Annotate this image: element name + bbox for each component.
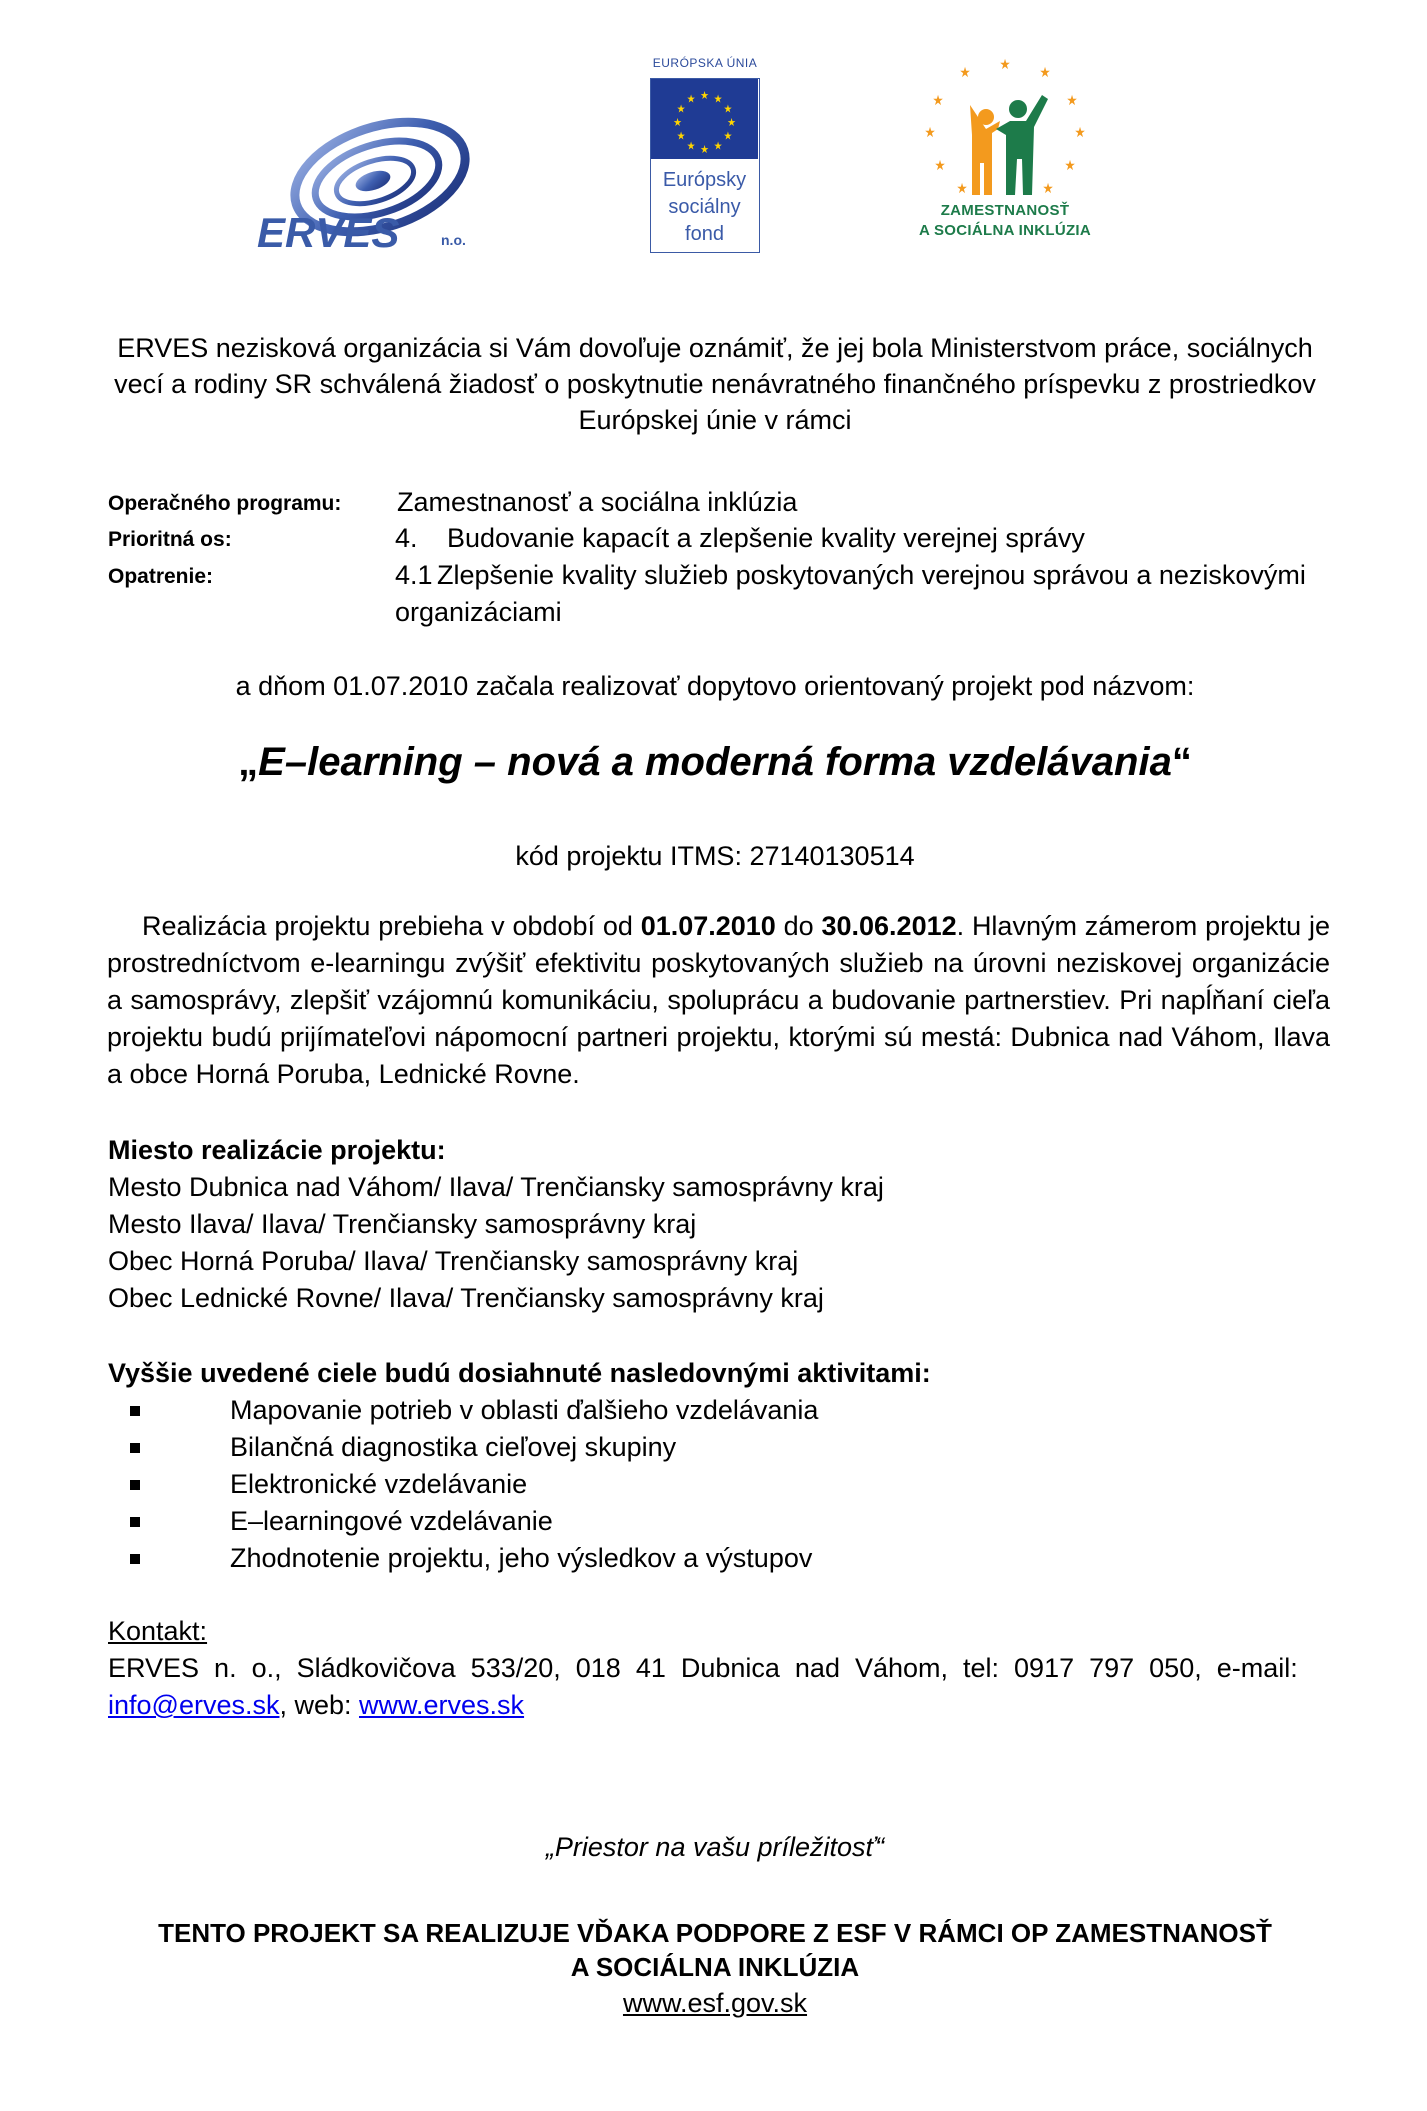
activity-text: Zhodnotenie projektu, jeho výsledkov a výstupov	[230, 1543, 813, 1573]
svg-text:★: ★	[723, 102, 733, 116]
svg-text:★: ★	[956, 181, 968, 197]
svg-text:★: ★	[676, 129, 686, 143]
svg-text:★: ★	[700, 89, 709, 102]
measure-label: Opatrenie:	[108, 565, 214, 588]
footer-url-wrap	[110, 1988, 1320, 2019]
bullet-icon	[130, 1517, 140, 1527]
intro-line-1: ERVES nezisková organizácia si Vám dovoľuje oznámiť, že jej bola Ministerstvom práce, sociálnych	[117, 333, 1313, 363]
esf-line-2: sociálny	[668, 196, 741, 218]
axis-value: Budovanie kapacít a zlepšenie kvality verejnej správy	[447, 523, 1085, 553]
contact-heading: Kontakt:	[108, 1616, 208, 1646]
svg-text:★: ★	[1064, 158, 1076, 174]
contact-line: ERVES n. o., Sládkovičova 533/20, 018 41 Dubnica nad Váhom, tel: 0917 797 050, e-mail:	[108, 1653, 1298, 1683]
footer-statement	[110, 1916, 1320, 1984]
start-line: a dňom 01.07.2010 začala realizovať dopytovo orientovaný projekt pod názvom:	[235, 671, 1195, 701]
footer-line-2: A SOCIÁLNA INKLÚZIA	[570, 1952, 860, 1982]
erves-logo-suffix: n.o.	[441, 232, 466, 248]
zsi-text	[900, 201, 1110, 241]
bullet-icon	[130, 1554, 140, 1564]
svg-text:★: ★	[999, 57, 1011, 73]
web-link[interactable]: www.erves.sk	[359, 1690, 525, 1720]
intro-line-3: Európskej únie v rámci	[578, 405, 852, 435]
web-label: , web:	[279, 1690, 360, 1720]
measure-value-line-2: organizáciami	[395, 597, 562, 627]
svg-text:★: ★	[723, 129, 733, 143]
activities-section	[108, 1355, 1308, 1577]
itms-code: kód projektu ITMS: 27140130514	[515, 841, 915, 871]
axis-number: 4.	[395, 523, 418, 553]
activity-text: Bilančná diagnostika cieľovej skupiny	[230, 1432, 677, 1462]
svg-text:★: ★	[1066, 93, 1078, 109]
bullet-icon	[130, 1406, 140, 1416]
activities-heading: Vyššie uvedené ciele budú dosiahnuté nasledovnými aktivitami:	[108, 1358, 931, 1388]
location-item: Obec Horná Poruba/ Ilava/ Trenčiansky samosprávny kraj	[108, 1246, 799, 1276]
erves-logo-text: ERVES	[257, 209, 400, 255]
footer-url[interactable]: www.esf.gov.sk	[622, 1988, 808, 2018]
footer-line-1: TENTO PROJEKT SA REALIZUJE VĎAKA PODPORE Z ESF V RÁMCI OP ZAMESTNANOSŤ	[158, 1918, 1272, 1948]
people-stars-icon	[900, 55, 1110, 200]
svg-text:★: ★	[1074, 125, 1086, 141]
svg-text:★: ★	[686, 92, 696, 106]
email-link[interactable]: info@erves.sk	[108, 1690, 280, 1720]
title-text: E–learning – nová a moderná forma vzdelávania	[258, 740, 1172, 784]
date-from: 01.07.2010	[640, 911, 776, 941]
intro-paragraph	[110, 330, 1320, 438]
eu-box	[650, 78, 760, 253]
activity-item	[108, 1466, 1308, 1503]
esf-text	[651, 167, 758, 248]
body-part-2: do	[775, 911, 822, 941]
location-item: Mesto Dubnica nad Váhom/ Ilava/ Trenčiansky samosprávny kraj	[108, 1172, 884, 1202]
title-open-quote: „	[238, 740, 259, 784]
body-part-3: . Hlavným zámerom projektu je prostredníctvom e-learningu zvýšiť efektivitu poskytovaných služieb na úrovni neziskovej organizácie a samosprávy, zlepšiť vzájomnú komunikáciu, spoluprácu a budovanie partnerstiev. Pri napĺňaní cieľa projektu budú prijímateľovi nápomocní partneri projektu, ktorými sú mestá: Dubnica nad Váhom, Ilava a obce Horná Poruba, Lednické Rovne.	[107, 911, 1330, 1089]
svg-text:★: ★	[924, 125, 936, 141]
svg-text:★: ★	[934, 158, 946, 174]
location-item: Mesto Ilava/ Ilava/ Trenčiansky samosprávny kraj	[108, 1209, 697, 1239]
activity-text: Elektronické vzdelávanie	[230, 1469, 528, 1499]
measure-number: 4.1	[395, 560, 433, 590]
zsi-line-2: A SOCIÁLNA INKLÚZIA	[918, 222, 1092, 239]
svg-text:★: ★	[673, 116, 682, 129]
slogan: „Priestor na vašu príležitosť“	[545, 1832, 885, 1862]
esf-line-1: Európsky	[662, 169, 747, 191]
erves-swirl-icon	[255, 115, 475, 255]
activity-item	[108, 1503, 1308, 1540]
contact-links	[108, 1687, 1330, 1724]
body-paragraph	[107, 908, 1330, 1093]
locations-heading: Miesto realizácie projektu:	[108, 1135, 446, 1165]
title-close-quote: “	[1171, 740, 1192, 784]
program-label: Operačného programu:	[108, 492, 342, 515]
activity-text: Mapovanie potrieb v oblasti ďalšieho vzdelávania	[230, 1395, 819, 1425]
body-part-1: Realizácia projektu prebieha v období od	[142, 911, 641, 941]
contact-section	[108, 1613, 1330, 1724]
project-title	[110, 740, 1320, 785]
measure-value-line-1: Zlepšenie kvality služieb poskytovaných verejnou správou a neziskovými	[437, 560, 1306, 590]
axis-label: Prioritná os:	[108, 528, 232, 551]
intro-line-2: vecí a rodiny SR schválená žiadosť o poskytnutie nenávratného finančného príspevku z prostriedkov	[114, 369, 1316, 399]
svg-text:★: ★	[1039, 65, 1051, 81]
activity-item	[108, 1392, 1308, 1429]
activity-item	[108, 1540, 1308, 1577]
eu-flag-icon	[651, 79, 758, 159]
svg-text:★: ★	[686, 139, 696, 153]
zsi-line-1: ZAMESTNANOSŤ	[940, 202, 1070, 219]
locations-section	[108, 1132, 1308, 1317]
svg-text:★: ★	[713, 92, 723, 106]
activity-item	[108, 1429, 1308, 1466]
svg-text:★: ★	[700, 143, 709, 156]
program-value: Zamestnanosť a sociálna inklúzia	[397, 487, 798, 517]
svg-text:★: ★	[959, 65, 971, 81]
location-item: Obec Lednické Rovne/ Ilava/ Trenčiansky samosprávny kraj	[108, 1283, 824, 1313]
svg-text:★: ★	[676, 102, 686, 116]
activities-list	[108, 1392, 1308, 1577]
date-to: 30.06.2012	[821, 911, 957, 941]
eu-label: EURÓPSKA ÚNIA	[652, 56, 758, 70]
svg-text:★: ★	[932, 93, 944, 109]
esf-line-3: fond	[685, 223, 724, 245]
svg-text:★: ★	[727, 116, 736, 129]
op-zsi-logo	[900, 55, 1110, 255]
esf-eu-logo	[640, 56, 770, 251]
bullet-icon	[130, 1480, 140, 1490]
activity-text: E–learningové vzdelávanie	[230, 1506, 553, 1536]
bullet-icon	[130, 1443, 140, 1453]
svg-text:★: ★	[713, 139, 723, 153]
erves-logo	[255, 115, 475, 255]
svg-text:★: ★	[1042, 181, 1054, 197]
